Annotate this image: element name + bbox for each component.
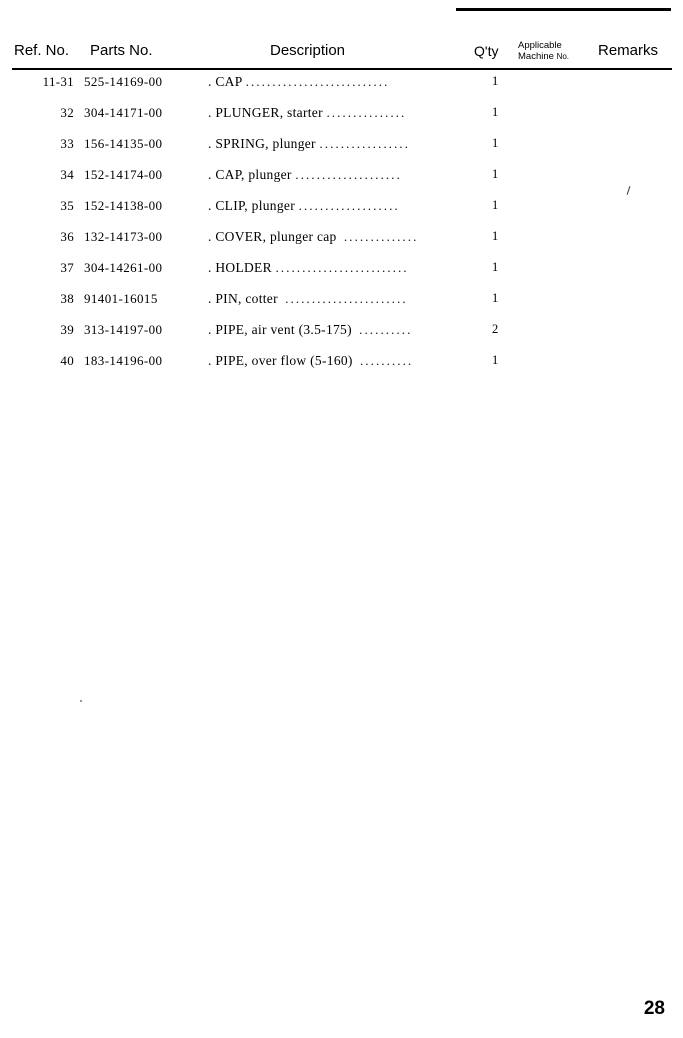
parts-table-body	[12, 74, 672, 384]
table-row	[12, 229, 672, 260]
cell-qty: 1	[492, 198, 499, 212]
page-number: 28	[643, 998, 665, 1019]
cell-ref-no: 11-31	[42, 74, 74, 89]
cell-parts-no: 183-14196-00	[84, 353, 163, 368]
cell-parts-no: 156-14135-00	[84, 136, 163, 151]
cell-description: . PIN, cotter .......................	[208, 291, 408, 306]
cell-ref-no: 33	[60, 136, 74, 151]
applicable-line-1: Applicable	[518, 40, 562, 51]
cell-description: . SPRING, plunger .................	[208, 136, 411, 151]
column-header-parts-no: Parts No.	[90, 42, 153, 59]
cell-ref-no: 38	[60, 291, 74, 306]
cell-description: . CAP, plunger ....................	[208, 167, 402, 182]
cell-parts-no: 152-14174-00	[84, 167, 163, 182]
table-row	[12, 105, 672, 136]
column-header-description: Description	[270, 42, 346, 59]
cell-description: . CLIP, plunger ...................	[208, 198, 400, 213]
cell-parts-no: 304-14171-00	[84, 105, 163, 120]
table-row	[12, 260, 672, 291]
header-rule-divider	[12, 68, 672, 70]
cell-description: . PLUNGER, starter ...............	[208, 105, 407, 120]
cell-ref-no: 37	[60, 260, 74, 275]
table-row	[12, 322, 672, 353]
table-header	[12, 38, 672, 68]
top-rule-divider	[456, 8, 671, 11]
column-header-ref-no: Ref. No.	[14, 42, 70, 59]
cell-description: . HOLDER .........................	[208, 260, 409, 275]
cell-qty: 1	[492, 260, 499, 274]
applicable-line-2: Machine No.	[518, 51, 570, 62]
cell-qty: 1	[492, 105, 499, 119]
cell-parts-no: 304-14261-00	[84, 260, 163, 275]
table-row	[12, 198, 672, 229]
cell-qty: 1	[492, 136, 499, 150]
cell-ref-no: 39	[60, 322, 74, 337]
cell-description: . PIPE, air vent (3.5-175) ..........	[208, 322, 413, 337]
table-row	[12, 353, 672, 384]
cell-description: . PIPE, over flow (5-160) ..........	[208, 353, 414, 368]
cell-ref-no: 36	[60, 229, 74, 244]
cell-qty: 1	[492, 74, 499, 88]
cell-ref-no: 35	[60, 198, 74, 213]
table-row	[12, 167, 672, 198]
table-row	[12, 136, 672, 167]
cell-parts-no: 313-14197-00	[84, 322, 163, 337]
cell-description: . COVER, plunger cap ..............	[208, 229, 419, 244]
cell-ref-no: 40	[60, 353, 74, 368]
cell-ref-no: 32	[60, 105, 74, 120]
cell-qty: 2	[492, 322, 499, 336]
column-header-applicable-machine-no	[518, 40, 588, 62]
cell-qty: 1	[492, 167, 499, 181]
cell-parts-no: 152-14138-00	[84, 198, 163, 213]
cell-parts-no: 525-14169-00	[84, 74, 163, 89]
column-header-remarks: Remarks	[598, 42, 659, 59]
cell-qty: 1	[492, 229, 499, 243]
stray-speck	[80, 700, 82, 702]
cell-description: . CAP ...........................	[208, 74, 390, 89]
column-header-qty: Q'ty	[474, 43, 499, 59]
cell-qty: 1	[492, 291, 499, 305]
cell-parts-no: 91401-16015	[84, 291, 158, 306]
cell-ref-no: 34	[60, 167, 74, 182]
table-row	[12, 291, 672, 322]
cell-parts-no: 132-14173-00	[84, 229, 163, 244]
cell-qty: 1	[492, 353, 499, 367]
table-row	[12, 74, 672, 105]
